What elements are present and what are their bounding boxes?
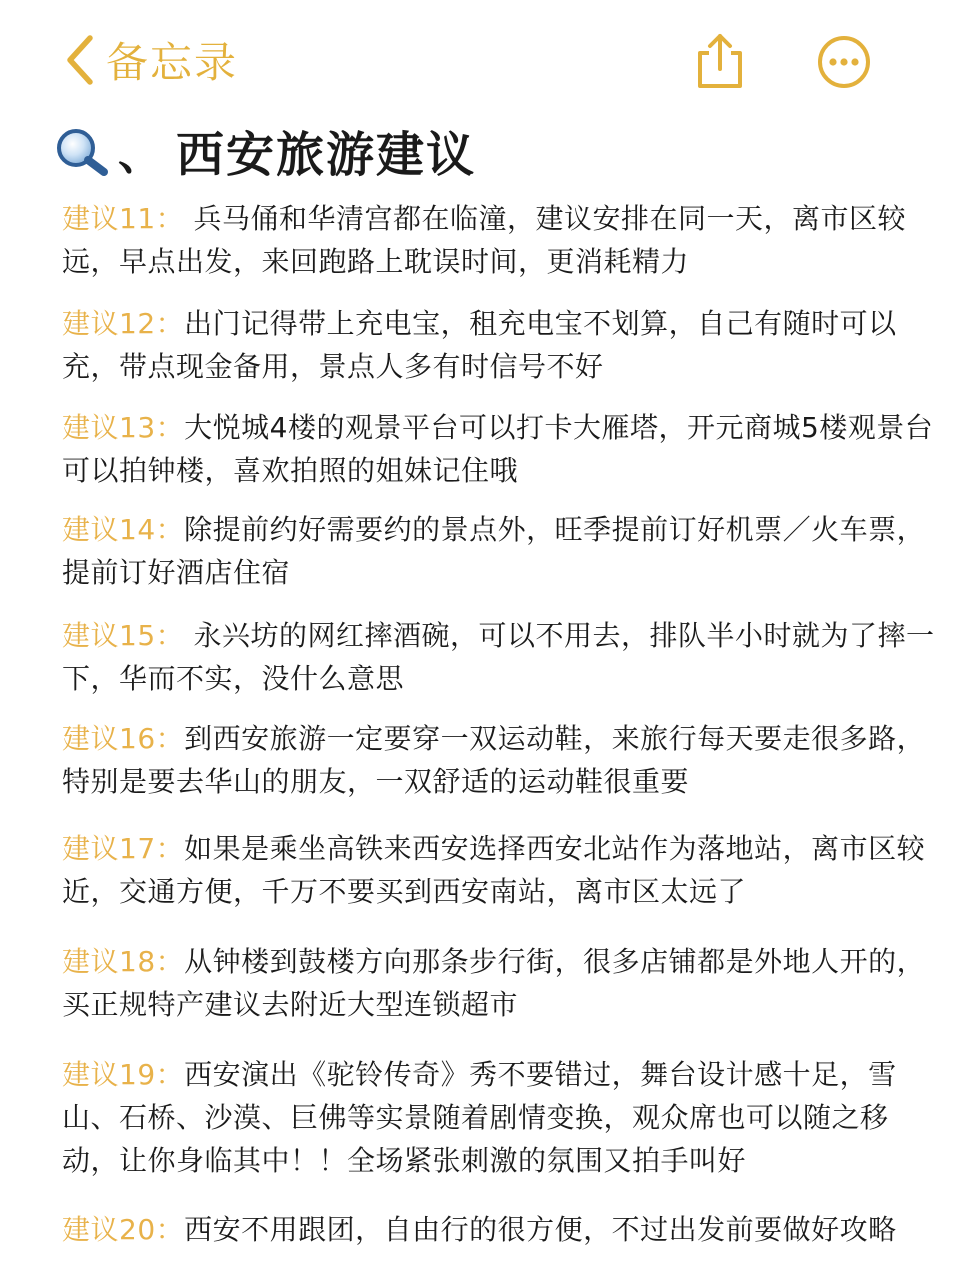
tip-text: 西安演出《驼铃传奇》秀不要错过，舞台设计感十足，雪山、石桥、沙漠、巨佛等实景随着剧情变换，观众席也可以随之移动，让你身临其中！！全场紧张刺激的氛围又拍手叫好 bbox=[62, 1058, 897, 1177]
note-title-row bbox=[52, 116, 476, 184]
tip-label: 建议19： bbox=[62, 1058, 185, 1091]
nav-bar bbox=[0, 0, 960, 120]
back-label: 备忘录 bbox=[106, 38, 239, 87]
tip-12 bbox=[62, 302, 942, 388]
tip-label: 建议20： bbox=[62, 1213, 185, 1246]
share-icon[interactable] bbox=[694, 32, 746, 90]
tip-label: 建议11： bbox=[62, 202, 185, 235]
tip-label: 建议16： bbox=[62, 722, 185, 755]
tip-18 bbox=[62, 940, 942, 1026]
tip-text: 永兴坊的网红摔酒碗，可以不用去，排队半小时就为了摔一下，华而不实，没什么意思 bbox=[62, 619, 935, 695]
title-separator: 、 bbox=[118, 129, 162, 180]
back-button[interactable] bbox=[62, 32, 238, 88]
tip-16 bbox=[62, 717, 942, 803]
tip-text: 大悦城4楼的观景平台可以打卡大雁塔，开元商城5楼观景台可以拍钟楼，喜欢拍照的姐妹记住哦 bbox=[62, 411, 934, 487]
tip-text: 除提前约好需要约的景点外，旺季提前订好机票／火车票，提前订好酒店住宿 bbox=[62, 513, 926, 589]
tip-19 bbox=[62, 1053, 942, 1182]
tip-17 bbox=[62, 827, 942, 913]
tip-text: 出门记得带上充电宝，租充电宝不划算，自己有随时可以充，带点现金备用，景点人多有时信号不好 bbox=[62, 307, 897, 383]
chevron-left-icon bbox=[62, 32, 98, 88]
tip-15 bbox=[62, 614, 942, 700]
tip-20 bbox=[62, 1208, 942, 1251]
tip-label: 建议14： bbox=[62, 513, 185, 546]
tip-14 bbox=[62, 508, 942, 594]
magnifier-icon bbox=[52, 122, 116, 178]
tip-label: 建议18： bbox=[62, 945, 185, 978]
tip-label: 建议12： bbox=[62, 307, 185, 340]
tip-11 bbox=[62, 197, 942, 283]
more-icon[interactable] bbox=[816, 34, 872, 90]
tip-13 bbox=[62, 406, 942, 492]
tip-text: 到西安旅游一定要穿一双运动鞋，来旅行每天要走很多路，特别是要去华山的朋友，一双舒适的运动鞋很重要 bbox=[62, 722, 926, 798]
tip-text: 西安不用跟团，自由行的很方便，不过出发前要做好攻略 bbox=[184, 1213, 897, 1246]
tip-text: 如果是乘坐高铁来西安选择西安北站作为落地站，离市区较近，交通方便，千万不要买到西安南站，离市区太远了 bbox=[62, 832, 926, 908]
tip-label: 建议15： bbox=[62, 619, 185, 652]
tip-label: 建议13： bbox=[62, 411, 185, 444]
tip-label: 建议17： bbox=[62, 832, 185, 865]
tip-text: 从钟楼到鼓楼方向那条步行街，很多店铺都是外地人开的，买正规特产建议去附近大型连锁超市 bbox=[62, 945, 926, 1021]
page-title: 西安旅游建议 bbox=[176, 126, 477, 183]
tip-text: 兵马俑和华清宫都在临潼，建议安排在同一天，离市区较远，早点出发，来回跑路上耽误时间，更消耗精力 bbox=[62, 202, 907, 278]
